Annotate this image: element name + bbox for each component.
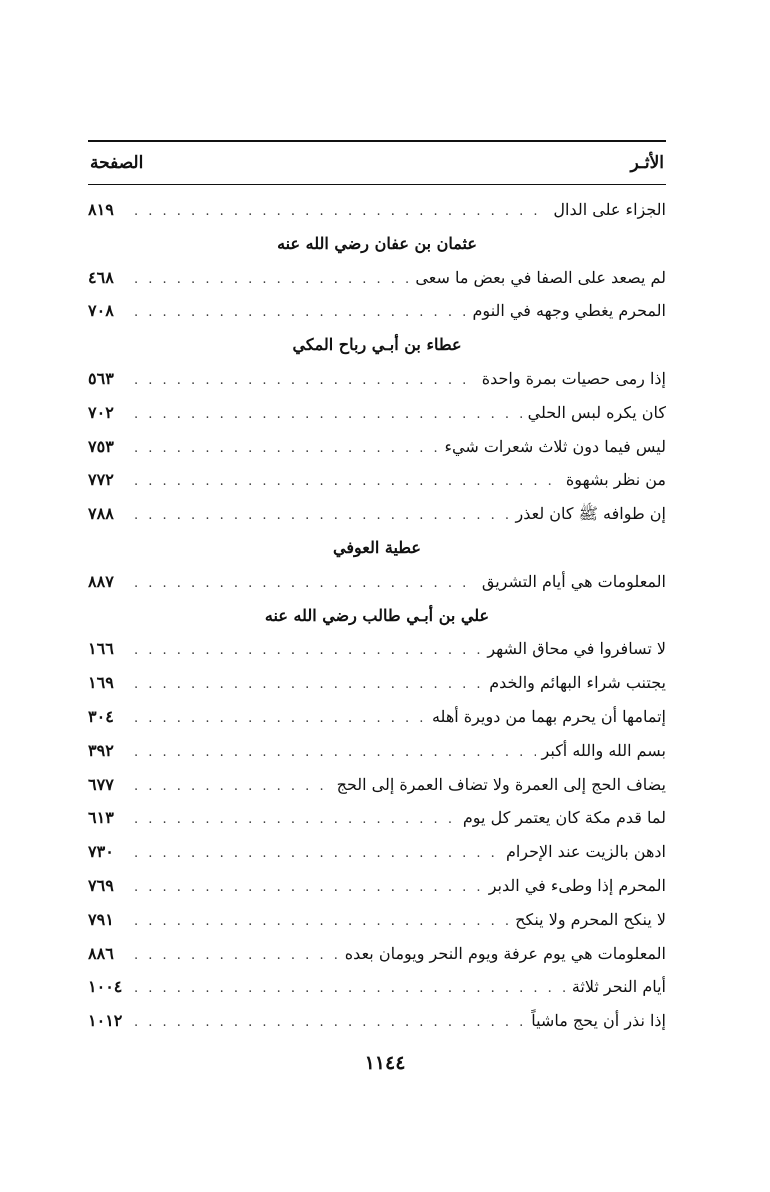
index-header (88, 142, 666, 184)
entry-page-number: ٦٧٧ (88, 774, 114, 794)
entry-page-number: ١٠١٢ (88, 1011, 123, 1031)
leader-dots (134, 770, 331, 804)
index-row (88, 396, 666, 430)
leader-dots (134, 939, 339, 973)
entry-title: من نظر بشهوة (565, 470, 666, 490)
leader-dots (134, 398, 522, 432)
index-row (88, 430, 666, 464)
entry-title: لما قدم مكة كان يعتمر كل يوم (462, 808, 666, 828)
header-rule (88, 184, 666, 185)
entry-page-number: ٤٦٨ (88, 267, 114, 287)
entry-title: كان يكره لبس الحلي (527, 402, 666, 422)
entry-page-number: ٧٩١ (88, 909, 114, 929)
section-heading: علي بن أبـي طالب رضي الله عنه (264, 605, 490, 625)
leader-dots (134, 905, 509, 939)
leader-dots (134, 634, 481, 668)
entry-page-number: ١٦٩ (88, 673, 114, 693)
header-athar-label: الأثـر (630, 153, 664, 173)
entry-page-number: ٧٠٢ (88, 402, 114, 422)
entry-page-number: ٧٣٠ (88, 842, 114, 862)
section-heading: عثمان بن عفان رضي الله عنه (277, 233, 477, 253)
entry-page-number: ٨٨٧ (88, 571, 114, 591)
entry-title: إن طوافه ﷺ كان لعذر (515, 504, 666, 524)
entry-page-number: ١٦٦ (88, 639, 114, 659)
entry-title: المعلومات هي يوم عرفة ويوم النحر ويومان بعده (344, 943, 666, 963)
leader-dots (134, 736, 536, 770)
index-row (88, 261, 666, 295)
header-page-label: الصفحة (90, 153, 144, 173)
leader-dots (134, 195, 547, 229)
index-row (88, 734, 666, 768)
entry-page-number: ٣٩٢ (88, 740, 114, 760)
index-row (88, 903, 666, 937)
entry-page-number: ٧٦٩ (88, 875, 114, 895)
leader-dots (134, 499, 510, 533)
index-row (88, 970, 666, 1004)
entry-title: لا تسافروا في محاق الشهر (487, 639, 666, 659)
entry-title: ادهن بالزيت عند الإحرام (505, 842, 666, 862)
leader-dots (134, 871, 483, 905)
index-row (88, 835, 666, 869)
index-row (88, 632, 666, 666)
section-heading: عطية العوفي (333, 537, 421, 557)
entry-page-number: ٧٧٢ (88, 470, 114, 490)
index-row (88, 193, 666, 227)
leader-dots (134, 296, 467, 330)
leader-dots (134, 263, 409, 297)
entry-page-number: ٨١٩ (88, 200, 114, 219)
leader-dots (134, 432, 438, 466)
index-row (88, 565, 666, 599)
entry-title: ليس فيما دون ثلاث شعرات شيء (444, 436, 666, 456)
leader-dots (134, 1006, 525, 1040)
entry-page-number: ٦١٣ (88, 808, 114, 828)
entry-title: يجتنب شراء البهائم والخدم (489, 673, 666, 693)
page-number: ١١٤٤ (364, 1052, 406, 1074)
index-row (88, 463, 666, 497)
index-row (88, 1004, 666, 1038)
leader-dots (134, 837, 500, 871)
entry-title: الجزاء على الدال (553, 200, 666, 219)
index-row (88, 497, 666, 531)
section-heading: عطاء بن أبـي رباح المكي (292, 335, 462, 355)
entry-page-number: ١٠٠٤ (88, 977, 123, 997)
index-row (88, 294, 666, 328)
index-row (88, 768, 666, 802)
leader-dots (134, 668, 483, 702)
leader-dots (134, 364, 476, 398)
entry-title: إتمامها أن يحرم بهما من دويرة أهله (431, 706, 666, 726)
entry-title: المحرم يغطي وجهه في النوم (472, 301, 666, 321)
index-row (88, 869, 666, 903)
entry-title: المعلومات هي أيام التشريق (481, 571, 666, 591)
entry-title: إذا نذر أن يحج ماشياً (531, 1011, 666, 1031)
index-row (88, 700, 666, 734)
entry-page-number: ٧٨٨ (88, 504, 114, 524)
entry-page-number: ٥٦٣ (88, 368, 114, 388)
entry-title: أيام النحر ثلاثة (571, 977, 666, 997)
entry-page-number: ٧٠٨ (88, 301, 114, 321)
leader-dots (134, 465, 560, 499)
entry-title: لم يصعد على الصفا في بعض ما سعى (415, 267, 666, 287)
entry-page-number: ٣٠٤ (88, 706, 114, 726)
index-row (88, 937, 666, 971)
index-row (88, 666, 666, 700)
entry-title: لا ينكح المحرم ولا ينكح (515, 909, 666, 929)
entry-title: المحرم إذا وطىء في الدبر (488, 875, 666, 895)
index-row (88, 362, 666, 396)
leader-dots (134, 803, 457, 837)
leader-dots (134, 567, 476, 601)
entry-page-number: ٧٥٣ (88, 436, 114, 456)
index-page (88, 140, 666, 1038)
leader-dots (134, 702, 426, 736)
index-row (88, 801, 666, 835)
entry-title: يضاف الحج إلى العمرة ولا تضاف العمرة إلى الحج (336, 774, 666, 794)
index-entries (88, 193, 666, 1038)
entry-page-number: ٨٨٦ (88, 943, 114, 963)
entry-title: إذا رمى حصيات بمرة واحدة (481, 368, 666, 388)
entry-title: بسم الله والله أكبر (541, 740, 666, 760)
leader-dots (134, 972, 566, 1006)
